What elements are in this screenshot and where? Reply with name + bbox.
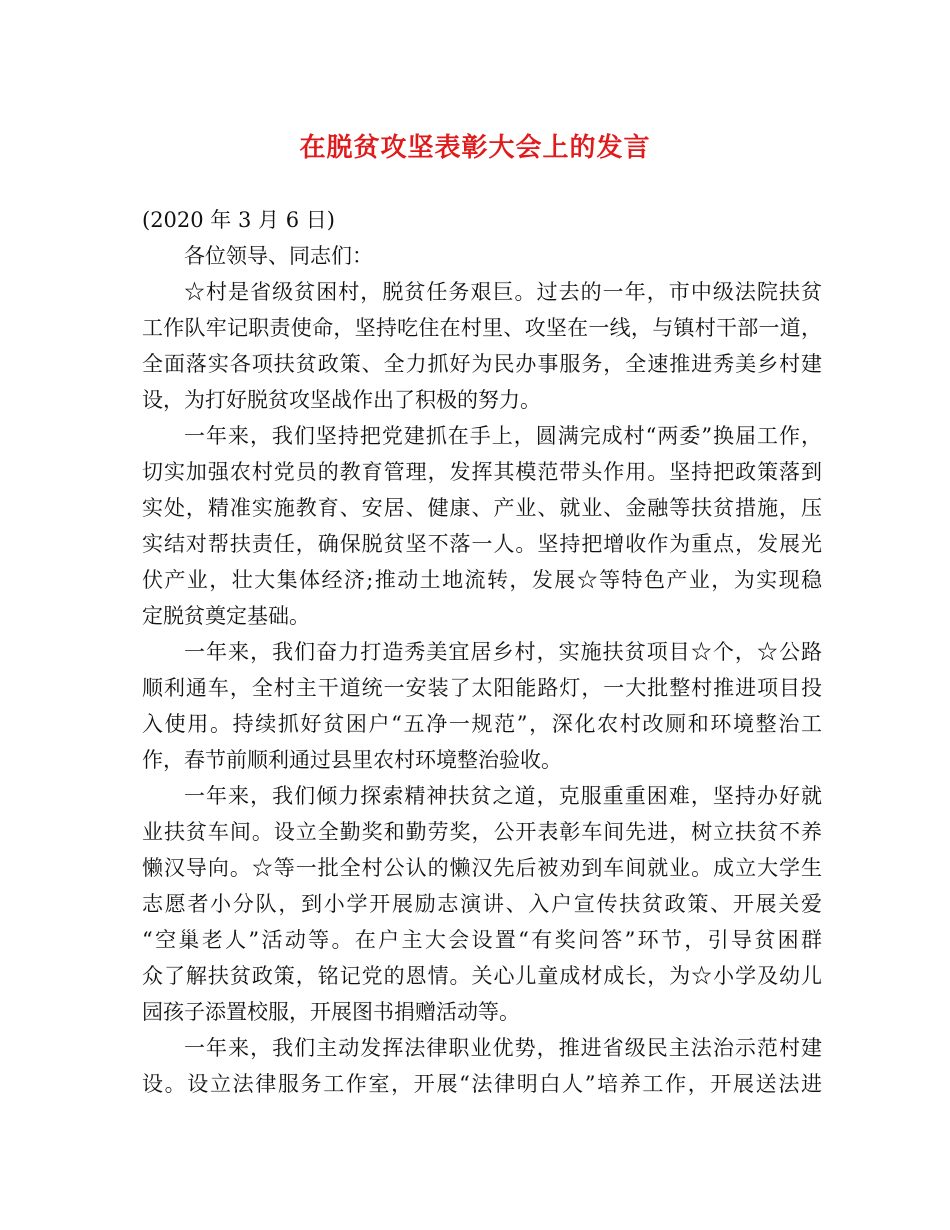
paragraph-line: 一年来，我们坚持把党建抓在手上，圆满完成村“两委”换届工作， <box>184 424 822 448</box>
paragraph-line: 众了解扶贫政策，铭记党的恩情。关心儿童成材成长，为☆小学及幼儿 <box>142 964 822 988</box>
document-date: (2020 年 3 月 6 日) <box>142 208 335 232</box>
paragraph-line: 园孩子添置校服，开展图书捐赠活动等。 <box>142 1000 520 1024</box>
paragraph-line: ☆村是省级贫困村，脱贫任务艰巨。过去的一年，市中级法院扶贫 <box>184 280 822 304</box>
paragraph-line: 实结对帮扶责任，确保脱贫坚不落一人。坚持把增收作为重点，发展光 <box>142 532 822 556</box>
paragraph-line: 作，春节前顺利通过县里农村环境整治验收。 <box>142 748 562 772</box>
paragraph-line: 设。设立法律服务工作室，开展“法律明白人”培养工作，开展送法进 <box>142 1072 822 1096</box>
paragraph-line: 志愿者小分队，到小学开展励志演讲、入户宣传扶贫政策、开展关爱 <box>142 892 822 916</box>
document-body <box>142 202 822 1102</box>
paragraph-line: 业扶贫车间。设立全勤奖和勤劳奖，公开表彰车间先进，树立扶贫不养 <box>142 820 822 844</box>
paragraph-line: 全面落实各项扶贫政策、全力抓好为民办事服务，全速推进秀美乡村建 <box>142 352 822 376</box>
paragraph-line: 切实加强农村党员的教育管理，发挥其模范带头作用。坚持把政策落到 <box>142 460 822 484</box>
paragraph-line: 设，为打好脱贫攻坚战作出了积极的努力。 <box>142 388 541 412</box>
paragraph-line: 一年来，我们倾力探索精神扶贫之道，克服重重困难，坚持办好就 <box>184 784 822 808</box>
salutation: 各位领导、同志们： <box>184 244 373 268</box>
paragraph-line: 定脱贫奠定基础。 <box>142 604 310 628</box>
paragraph-line: 顺利通车，全村主干道统一安装了太阳能路灯，一大批整村推进项目投 <box>142 676 822 700</box>
paragraph-line: 实处，精准实施教育、安居、健康、产业、就业、金融等扶贫措施，压 <box>142 496 822 520</box>
document-title: 在脱贫攻坚表彰大会上的发言 <box>299 133 651 163</box>
paragraph-line: 工作队牢记职责使命，坚持吃住在村里、攻坚在一线，与镇村干部一道， <box>142 316 822 340</box>
paragraph-line: “空巢老人”活动等。在户主大会设置“有奖问答”环节，引导贫困群 <box>142 928 822 952</box>
paragraph-line: 入使用。持续抓好贫困户“五净一规范”，深化农村改厕和环境整治工 <box>142 712 822 736</box>
paragraph-line: 懒汉导向。☆等一批全村公认的懒汉先后被劝到车间就业。成立大学生 <box>142 856 822 880</box>
paragraph-line: 一年来，我们奋力打造秀美宜居乡村，实施扶贫项目☆个，☆公路 <box>184 640 822 664</box>
paragraph-line: 伏产业，壮大集体经济;推动土地流转，发展☆等特色产业，为实现稳 <box>142 568 822 592</box>
paragraph-line: 一年来，我们主动发挥法律职业优势，推进省级民主法治示范村建 <box>184 1036 822 1060</box>
